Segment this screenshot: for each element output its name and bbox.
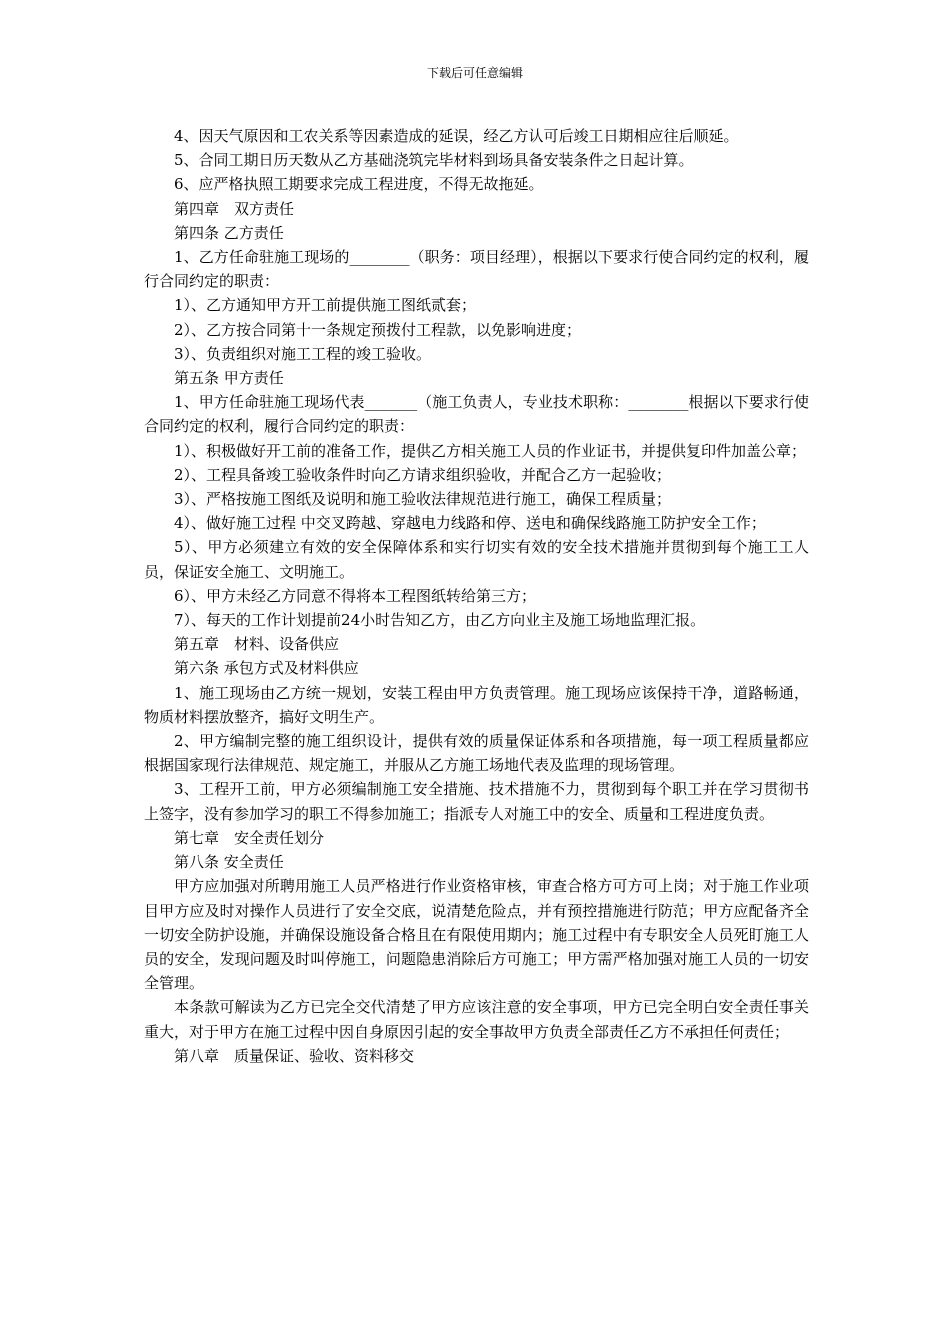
article-heading: 第五条 甲方责任: [174, 369, 284, 388]
paragraph: 7）、每天的工作计划提前24小时告知乙方，由乙方向业主及施工场地监理汇报。: [174, 611, 706, 630]
paragraph: 5）、甲方必须建立有效的安全保障体系和实行切实有效的安全技术措施并贯彻到每个施工工人员，保证安全施工、文明施工。: [144, 538, 809, 581]
document-body: [144, 124, 809, 1068]
paragraph: 本条款可解读为乙方已完全交代清楚了甲方应该注意的安全事项，甲方已完全明白安全责任事关重大，对于甲方在施工过程中因自身原因引起的安全事故甲方负责全部责任乙方不承担任何责任；: [144, 998, 809, 1041]
chapter-heading: 第七章 安全责任划分: [174, 828, 325, 847]
paragraph: 2）、乙方按合同第十一条规定预拨付工程款，以免影响进度；: [174, 320, 582, 339]
page-header: 下载后可任意编辑: [426, 66, 523, 80]
paragraph: 6）、甲方未经乙方同意不得将本工程图纸转给第三方；: [174, 586, 537, 605]
article-heading: 第六条 承包方式及材料供应: [174, 659, 359, 678]
paragraph: 2、甲方编制完整的施工组织设计，提供有效的质量保证体系和各项措施，每一项工程质量都应根据国家现行法律规范、规定施工，并服从乙方施工场地代表及监理的现场管理。: [144, 732, 809, 775]
paragraph: 4）、做好施工过程 中交叉跨越、穿越电力线路和停、送电和确保线路施工防护安全工作；: [174, 514, 766, 533]
paragraph: 1、乙方任命驻施工现场的________（职务：项目经理），根据以下要求行使合同约定的权利，履行合同约定的职责：: [144, 248, 809, 291]
chapter-heading: 第四章 双方责任: [174, 199, 295, 218]
paragraph: 1、施工现场由乙方统一规划，安装工程由甲方负责管理。施工现场应该保持干净，道路畅通，物质材料摆放整齐，搞好文明生产。: [144, 683, 809, 726]
paragraph: 1）、积极做好开工前的准备工作，提供乙方相关施工人员的作业证书，并提供复印件加盖公章；: [174, 441, 807, 460]
paragraph: 4、因天气原因和工农关系等因素造成的延误，经乙方认可后竣工日期相应往后顺延。: [174, 127, 739, 145]
chapter-heading: 第八章 质量保证、验收、资料移交: [174, 1046, 415, 1065]
paragraph: 1、甲方任命驻施工现场代表_______（施工负责人，专业技术职称：________根据以下要求行使合同约定的权利，履行合同约定的职责：: [144, 393, 809, 436]
paragraph: 2）、工程具备竣工验收条件时向乙方请求组织验收，并配合乙方一起验收；: [174, 465, 672, 484]
chapter-heading: 第五章 材料、设备供应: [174, 635, 340, 654]
paragraph: 1）、乙方通知甲方开工前提供施工图纸贰套；: [174, 296, 477, 315]
paragraph: 甲方应加强对所聘用施工人员严格进行作业资格审核，审查合格方可方可上岗；对于施工作业项目甲方应及时对操作人员进行了安全交底，说清楚危险点，并有预控措施进行防范；甲方应配备齐全一切安全防护设施，并确保设施设备合格且在有限使用期内；施工过程中有专职安全人员死盯施工人员的安全，发现问题及时叫停施工，问题隐患消除后方可施工；甲方需严格加强对施工人员的一切安全管理。: [144, 877, 809, 993]
paragraph: 5、合同工期日历天数从乙方基础浇筑完毕材料到场具备安装条件之日起计算。: [174, 151, 694, 170]
article-heading: 第八条 安全责任: [174, 853, 284, 872]
article-heading: 第四条 乙方责任: [174, 223, 284, 242]
paragraph: 3）、严格按施工图纸及说明和施工验收法律规范进行施工，确保工程质量；: [174, 490, 672, 509]
paragraph: 3）、负责组织对施工工程的竣工验收。: [174, 344, 432, 363]
paragraph: 6、应严格执照工期要求完成工程进度，不得无故拖延。: [174, 175, 544, 194]
paragraph: 3、工程开工前，甲方必须编制施工安全措施、技术措施不力，贯彻到每个职工并在学习贯彻书上签字，没有参加学习的职工不得参加施工；指派专人对施工中的安全、质量和工程进度负责。: [144, 780, 809, 823]
